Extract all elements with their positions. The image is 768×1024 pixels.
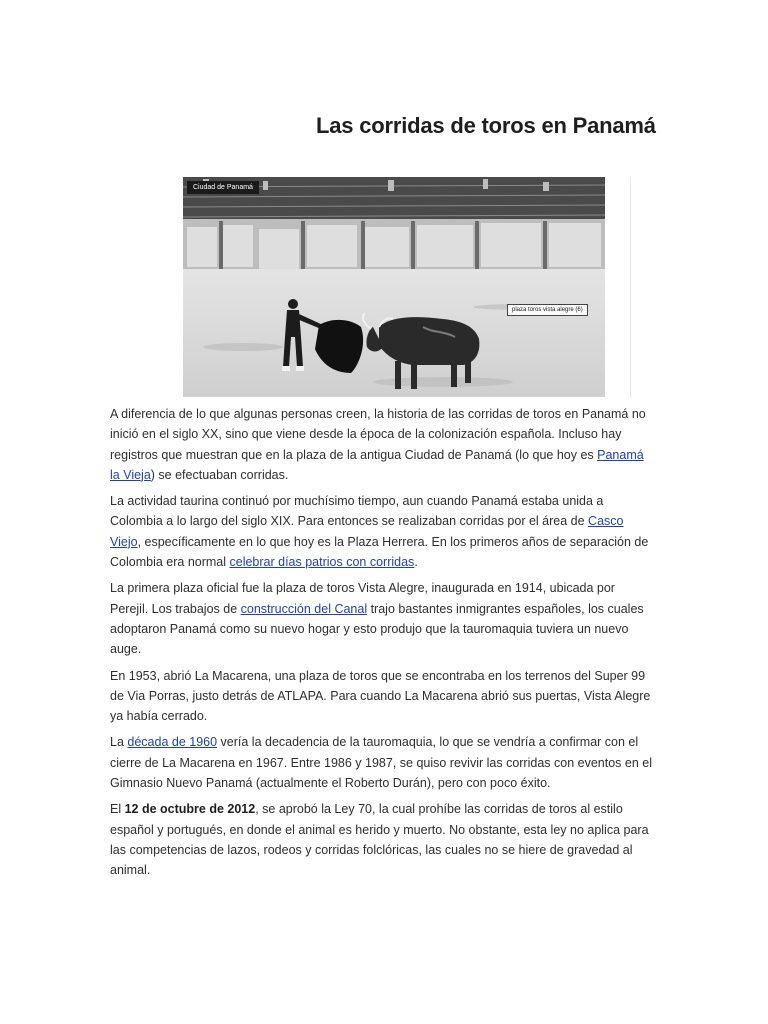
paragraph-3-text: La primera plaza oficial fue la plaza de toros Vista Alegre, inaugurada en 1914, ubicada por Perejil. Los trabajos de	[110, 581, 615, 616]
paragraph-2-text-mid: , específicamente en lo que hoy es la Plaza Herrera. En los primeros años de separación de Colombia era normal	[110, 534, 649, 570]
paragraph-4-text: En 1953, abrió La Macarena, una plaza de toros que se encontraba en los terrenos del Super 99 de Via Porras, justo detrás de ATLAPA. Para cuando La Macarena abrió sus puertas, Vista Alegre ya había cerrado.	[110, 668, 651, 724]
bullfight-photo	[183, 177, 605, 397]
paragraph-5-text: La	[110, 735, 128, 750]
photo-caption-top: Ciudad de Panamá	[187, 181, 259, 194]
page-title: Las corridas de toros en Panamá	[316, 113, 656, 138]
link-decada-1960[interactable]: década de 1960	[127, 735, 218, 750]
paragraph-1-text: A diferencia de lo que algunas personas creen, la historia de las corridas de toros en Panamá no inició en el siglo XX, sino que viene desde la época de la colonización española. Incluso hay registros que muestran que en la plaza de la antigua Ciudad de Panamá (lo que hoy es	[110, 407, 646, 462]
paragraph-2-text-end: .	[414, 555, 418, 570]
paragraph-2	[110, 491, 656, 572]
paragraph-4	[110, 666, 656, 727]
article-body	[110, 404, 656, 887]
bullfight-photo-art	[183, 177, 605, 397]
paragraph-6-text: El	[110, 802, 125, 817]
paragraph-6-text-end: , se aprobó la Ley 70, la cual prohíbe las corridas de toros al estilo español y portugués, en donde el animal es herido y muerto. No obstante, esta ley no aplica para las competencias de lazos, rodeos y corridas folclóricas, las cuales no se hiere de gravedad al animal.	[110, 802, 649, 878]
paragraph-1-text-end: ) se efectuaban corridas.	[150, 467, 289, 482]
paragraph-6	[110, 799, 656, 880]
link-celebrar-dias-patrios[interactable]: celebrar días patrios con corridas	[229, 555, 415, 570]
paragraph-5	[110, 732, 656, 793]
paragraph-3-text-end: trajo bastantes inmigrantes españoles, los cuales adoptaron Panamá como su nuevo hogar y esto produjo que la tauromaquia tuviera un nuevo auge.	[110, 601, 644, 657]
paragraph-5-text-end: vería la decadencia de la tauromaquia, lo que se vendría a confirmar con el cierre de La Macarena en 1967. Entre 1986 y 1987, se quiso revivir las corridas con eventos en el Gimnasio Nuevo Panamá (actualmente el Roberto Durán), pero con poco éxito.	[110, 735, 652, 791]
link-construccion-canal[interactable]: construcción del Canal	[240, 601, 368, 616]
link-panama-la-vieja[interactable]: Panamá la Vieja	[110, 447, 644, 482]
paragraph-2-text: La actividad taurina continuó por muchísimo tiempo, aun cuando Panamá estaba unida a Colombia a lo largo del siglo XIX. Para entonces se realizaban corridas por el área de	[110, 494, 604, 529]
paragraph-3	[110, 578, 656, 659]
paragraph-1	[110, 404, 656, 485]
photo-divider	[630, 177, 631, 397]
date-highlight: 12 de octubre de 2012	[124, 802, 256, 817]
link-casco-viejo[interactable]: Casco Viejo	[110, 514, 624, 549]
photo-caption-tag: plaza toros vista alegre (6)	[507, 304, 588, 316]
